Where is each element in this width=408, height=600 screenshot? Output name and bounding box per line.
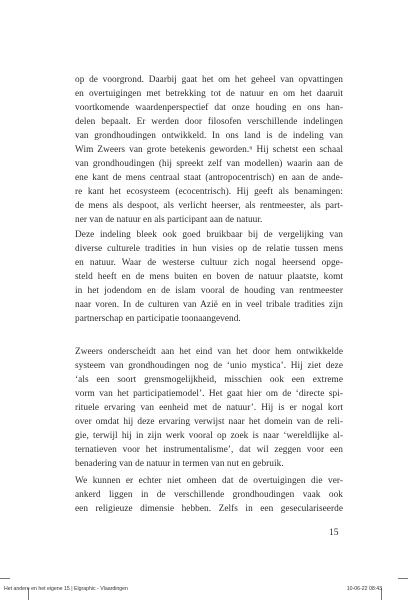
text-line: re kant het ecosysteem (ecocentrisch). Hij geeft als benamingen: [75,187,343,197]
text-line: Zweers onderscheidt aan het eind van het door hem ontwikkelde [75,347,343,357]
crop-mark-bottom-left-h [0,578,10,579]
paragraph-2 [75,228,343,326]
text-line: de mens als despoot, als verlicht heerser, als rentmeester, als part- [75,201,343,211]
text-line: Wim Zweers van grote betekenis geworden.⁶ Hij schetst een schaal [75,145,343,155]
text-line: systeem van grondhoudingen nog de ‘unio mystica’. Hij ziet deze [75,361,343,371]
text-line: ankerd liggen in de verschillende grondhoudingen vaak ook [75,490,343,500]
text-line: op de voorgrond. Daarbij gaat het om het geheel van opvattingen [75,75,343,85]
text-line: We kunnen er echter niet omheen dat de overtuigingen die ver- [75,476,343,486]
text-line: voortkomende waardenperspectief dat onze houding en ons han- [75,103,343,113]
text-line: ene kant de mens centraal staat (antropocentrisch) en aan de ande- [75,173,343,183]
crop-mark-bottom-right-h [398,578,408,579]
text-line: en overtuigingen met betrekking tot de natuur en om het daaruit [75,89,343,99]
text-line: ternatieven voor het instrumentalisme’, dat wil zeggen voor een [75,445,343,455]
text-line: over omdat hij deze ervaring verwijst naar het domein van de reli- [75,417,343,427]
page-number: 15 [329,528,339,538]
text-line: naar voren. In de culturen van Azië en in veel tribale tradities zijn [75,300,343,310]
text-line: delen bepaalt. Er werden door filosofen verschillende indelingen [75,117,343,127]
text-line: en natuur. Waar de westerse cultuur zich nogal heersend opge- [75,258,343,268]
text-line: Deze indeling bleek ook goed bruikbaar bij de vergelijking van [75,230,343,240]
text-line: van grondhoudingen (hij spreekt zelf van modellen) waarin aan de [75,159,343,169]
text-line: rituele ervaring van eenheid met de natuur’. Hij is er nogal kort [75,403,343,413]
text-line: steld heeft en de mens buiten en boven de natuur plaatste, komt [75,272,343,282]
slug-job-info: Het andere en het eigene 15 | Elgraphic - Vlaardingen [4,586,128,592]
text-line: gie, terwijl hij in zijn werk vooral op zoek is naar ‘wereldlijke al- [75,431,343,441]
text-line: benadering van de natuur in termen van nut en gebruik. [75,459,284,469]
text-line: ‘als een soort grensmogelijkheid, misschien ook een extreme [75,375,343,385]
text-line: partnerschap en participatie toonaangevend. [75,314,241,324]
text-line: diverse culturele tradities in hun visies op de relatie tussen mens [75,244,343,254]
text-line: vorm van het participatiemodel’. Het gaat hier om de ‘directe spi- [75,389,343,399]
paragraph-3 [75,345,343,471]
printer-slug [0,586,408,596]
paragraph-4 [75,474,343,516]
text-line: in het jodendom en de islam vooral de houding van rentmeester [75,286,343,296]
text-line: ner van de natuur en als participant aan de natuur. [75,215,263,225]
text-line: van grondhoudingen ontwikkeld. In ons land is de indeling van [75,131,343,141]
text-line: een religieuze dimensie hebben. Zelfs in een geseculariseerde [75,504,343,514]
paragraph-1 [75,73,343,227]
slug-timestamp: 10-06-22 08:43 [346,586,382,592]
